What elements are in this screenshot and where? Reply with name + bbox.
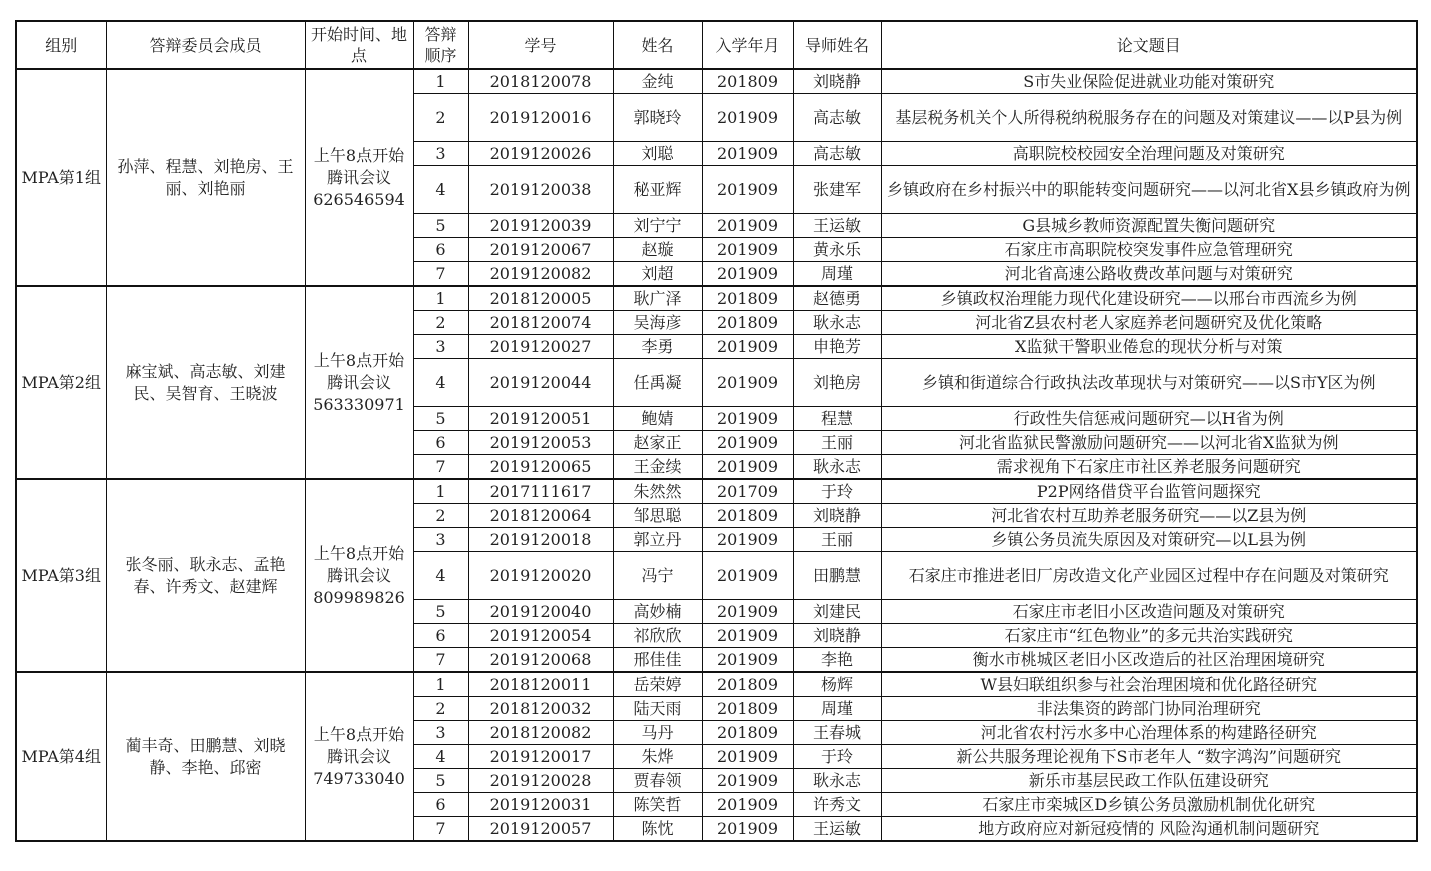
advisor-name: 于玲 (793, 479, 881, 504)
student-name: 马丹 (613, 721, 702, 745)
student-name: 高妙楠 (613, 600, 702, 624)
enroll-date: 201909 (702, 624, 793, 648)
thesis-title: 衡水市桃城区老旧小区改造后的社区治理困境研究 (881, 648, 1417, 673)
time-place: 上午8点开始 腾讯会议 563330971 (305, 286, 413, 479)
student-id: 2018120064 (468, 504, 613, 528)
header-time-place: 开始时间、地点 (305, 21, 413, 69)
enroll-date: 201709 (702, 479, 793, 504)
student-id: 2017111617 (468, 479, 613, 504)
student-name: 朱然然 (613, 479, 702, 504)
thesis-title: 河北省高速公路收费改革问题与对策研究 (881, 262, 1417, 287)
committee-members: 麻宝斌、高志敏、刘建民、吴智育、王晓波 (106, 286, 305, 479)
header-advisor: 导师姓名 (793, 21, 881, 69)
defense-order: 2 (413, 94, 468, 142)
enroll-date: 201909 (702, 745, 793, 769)
advisor-name: 黄永乐 (793, 238, 881, 262)
defense-order: 1 (413, 672, 468, 697)
thesis-title: S市失业保险促进就业功能对策研究 (881, 69, 1417, 94)
thesis-title: 石家庄市“红色物业”的多元共治实践研究 (881, 624, 1417, 648)
student-id: 2019120028 (468, 769, 613, 793)
enroll-date: 201809 (702, 286, 793, 311)
defense-order: 6 (413, 431, 468, 455)
thesis-title: 地方政府应对新冠疫情的 风险沟通机制问题研究 (881, 817, 1417, 842)
student-name: 贾春领 (613, 769, 702, 793)
defense-order: 5 (413, 600, 468, 624)
thesis-title: 河北省监狱民警激励问题研究——以河北省X监狱为例 (881, 431, 1417, 455)
thesis-title: 河北省Z县农村老人家庭养老问题研究及优化策略 (881, 311, 1417, 335)
advisor-name: 王春城 (793, 721, 881, 745)
enroll-date: 201909 (702, 335, 793, 359)
defense-order: 2 (413, 311, 468, 335)
student-id: 2019120051 (468, 407, 613, 431)
student-id: 2019120038 (468, 166, 613, 214)
committee-members: 孙萍、程慧、刘艳房、王丽、刘艳丽 (106, 69, 305, 286)
advisor-name: 程慧 (793, 407, 881, 431)
group-name: MPA第3组 (16, 479, 106, 672)
enroll-date: 201909 (702, 648, 793, 673)
advisor-name: 王丽 (793, 431, 881, 455)
enroll-date: 201909 (702, 431, 793, 455)
advisor-name: 田鹏慧 (793, 552, 881, 600)
student-name: 刘聪 (613, 142, 702, 166)
student-name: 鲍婧 (613, 407, 702, 431)
enroll-date: 201909 (702, 142, 793, 166)
header-student-id: 学号 (468, 21, 613, 69)
student-name: 刘超 (613, 262, 702, 287)
header-name: 姓名 (613, 21, 702, 69)
group-name: MPA第1组 (16, 69, 106, 286)
student-name: 金纯 (613, 69, 702, 94)
thesis-title: 石家庄市高职院校突发事件应急管理研究 (881, 238, 1417, 262)
thesis-title: P2P网络借贷平台监管问题探究 (881, 479, 1417, 504)
header-committee: 答辩委员会成员 (106, 21, 305, 69)
student-name: 郭立丹 (613, 528, 702, 552)
enroll-date: 201909 (702, 166, 793, 214)
advisor-name: 高志敏 (793, 94, 881, 142)
student-id: 2019120026 (468, 142, 613, 166)
enroll-date: 201909 (702, 455, 793, 480)
advisor-name: 刘艳房 (793, 359, 881, 407)
enroll-date: 201909 (702, 817, 793, 842)
defense-order: 2 (413, 504, 468, 528)
enroll-date: 201809 (702, 697, 793, 721)
student-id: 2019120040 (468, 600, 613, 624)
student-id: 2019120067 (468, 238, 613, 262)
advisor-name: 于玲 (793, 745, 881, 769)
enroll-date: 201909 (702, 528, 793, 552)
defense-order: 5 (413, 214, 468, 238)
advisor-name: 李艳 (793, 648, 881, 673)
advisor-name: 周瑾 (793, 697, 881, 721)
student-name: 岳荣婷 (613, 672, 702, 697)
enroll-date: 201809 (702, 721, 793, 745)
defense-order: 6 (413, 624, 468, 648)
defense-order: 4 (413, 745, 468, 769)
table-row (16, 672, 1417, 697)
advisor-name: 刘晓静 (793, 69, 881, 94)
defense-order: 7 (413, 648, 468, 673)
thesis-title: 乡镇政权治理能力现代化建设研究——以邢台市西流乡为例 (881, 286, 1417, 311)
defense-order: 1 (413, 69, 468, 94)
student-id: 2019120027 (468, 335, 613, 359)
student-name: 祁欣欣 (613, 624, 702, 648)
student-name: 陈笑哲 (613, 793, 702, 817)
thesis-title: 行政性失信惩戒问题研究—以H省为例 (881, 407, 1417, 431)
student-id: 2019120082 (468, 262, 613, 287)
thesis-title: G县城乡教师资源配置失衡问题研究 (881, 214, 1417, 238)
defense-order: 5 (413, 769, 468, 793)
advisor-name: 刘晓静 (793, 504, 881, 528)
defense-order: 3 (413, 721, 468, 745)
advisor-name: 刘晓静 (793, 624, 881, 648)
enroll-date: 201909 (702, 262, 793, 287)
thesis-title: 乡镇政府在乡村振兴中的职能转变问题研究——以河北省X县乡镇政府为例 (881, 166, 1417, 214)
enroll-date: 201909 (702, 793, 793, 817)
defense-order: 4 (413, 552, 468, 600)
student-name: 任禹凝 (613, 359, 702, 407)
defense-order: 6 (413, 793, 468, 817)
enroll-date: 201909 (702, 214, 793, 238)
thesis-title: 需求视角下石家庄市社区养老服务问题研究 (881, 455, 1417, 480)
defense-order: 4 (413, 166, 468, 214)
advisor-name: 刘建民 (793, 600, 881, 624)
defense-schedule-table (15, 20, 1418, 842)
student-name: 吴海彦 (613, 311, 702, 335)
committee-members: 张冬丽、耿永志、孟艳春、许秀文、赵建辉 (106, 479, 305, 672)
advisor-name: 高志敏 (793, 142, 881, 166)
student-name: 秘亚辉 (613, 166, 702, 214)
student-id: 2018120078 (468, 69, 613, 94)
student-id: 2019120018 (468, 528, 613, 552)
student-name: 郭晓玲 (613, 94, 702, 142)
student-id: 2018120032 (468, 697, 613, 721)
defense-order: 4 (413, 359, 468, 407)
student-name: 耿广泽 (613, 286, 702, 311)
student-id: 2019120054 (468, 624, 613, 648)
student-id: 2018120005 (468, 286, 613, 311)
defense-order: 2 (413, 697, 468, 721)
enroll-date: 201809 (702, 504, 793, 528)
thesis-title: 乡镇公务员流失原因及对策研究—以L县为例 (881, 528, 1417, 552)
advisor-name: 王运敏 (793, 214, 881, 238)
group-name: MPA第4组 (16, 672, 106, 841)
header-group: 组别 (16, 21, 106, 69)
enroll-date: 201909 (702, 94, 793, 142)
thesis-title: W县妇联组织参与社会治理困境和优化路径研究 (881, 672, 1417, 697)
advisor-name: 申艳芳 (793, 335, 881, 359)
student-id: 2019120020 (468, 552, 613, 600)
student-name: 冯宁 (613, 552, 702, 600)
thesis-title: 高职院校校园安全治理问题及对策研究 (881, 142, 1417, 166)
student-name: 邹思聪 (613, 504, 702, 528)
thesis-title: X监狱干警职业倦怠的现状分析与对策 (881, 335, 1417, 359)
thesis-title: 非法集资的跨部门协同治理研究 (881, 697, 1417, 721)
thesis-title: 石家庄市推进老旧厂房改造文化产业园区过程中存在问题及对策研究 (881, 552, 1417, 600)
advisor-name: 许秀文 (793, 793, 881, 817)
student-id: 2019120044 (468, 359, 613, 407)
defense-order: 7 (413, 817, 468, 842)
student-id: 2018120082 (468, 721, 613, 745)
group-name: MPA第2组 (16, 286, 106, 479)
defense-order: 3 (413, 528, 468, 552)
advisor-name: 耿永志 (793, 769, 881, 793)
advisor-name: 杨辉 (793, 672, 881, 697)
thesis-title: 石家庄市栾城区D乡镇公务员激励机制优化研究 (881, 793, 1417, 817)
student-id: 2018120011 (468, 672, 613, 697)
enroll-date: 201809 (702, 69, 793, 94)
advisor-name: 周瑾 (793, 262, 881, 287)
defense-order: 6 (413, 238, 468, 262)
student-name: 李勇 (613, 335, 702, 359)
student-name: 陈忱 (613, 817, 702, 842)
student-id: 2019120016 (468, 94, 613, 142)
enroll-date: 201909 (702, 552, 793, 600)
defense-order: 7 (413, 262, 468, 287)
enroll-date: 201909 (702, 238, 793, 262)
enroll-date: 201909 (702, 769, 793, 793)
table-row (16, 286, 1417, 311)
student-name: 赵璇 (613, 238, 702, 262)
advisor-name: 耿永志 (793, 455, 881, 480)
header-title: 论文题目 (881, 21, 1417, 69)
advisor-name: 王运敏 (793, 817, 881, 842)
student-id: 2019120057 (468, 817, 613, 842)
defense-order: 1 (413, 479, 468, 504)
student-id: 2019120031 (468, 793, 613, 817)
time-place: 上午8点开始 腾讯会议 749733040 (305, 672, 413, 841)
advisor-name: 赵德勇 (793, 286, 881, 311)
thesis-title: 石家庄市老旧小区改造问题及对策研究 (881, 600, 1417, 624)
thesis-title: 基层税务机关个人所得税纳税服务存在的问题及对策建议——以P县为例 (881, 94, 1417, 142)
time-place: 上午8点开始 腾讯会议 626546594 (305, 69, 413, 286)
defense-order: 5 (413, 407, 468, 431)
enroll-date: 201809 (702, 672, 793, 697)
student-id: 2018120074 (468, 311, 613, 335)
advisor-name: 王丽 (793, 528, 881, 552)
student-id: 2019120053 (468, 431, 613, 455)
student-name: 刘宁宁 (613, 214, 702, 238)
advisor-name: 张建军 (793, 166, 881, 214)
thesis-title: 新公共服务理论视角下S市老年人 “数字鸿沟”问题研究 (881, 745, 1417, 769)
student-name: 赵家正 (613, 431, 702, 455)
student-name: 陆天雨 (613, 697, 702, 721)
student-name: 朱烨 (613, 745, 702, 769)
enroll-date: 201909 (702, 407, 793, 431)
table-row (16, 479, 1417, 504)
thesis-title: 河北省农村互助养老服务研究——以Z县为例 (881, 504, 1417, 528)
thesis-title: 河北省农村污水多中心治理体系的构建路径研究 (881, 721, 1417, 745)
student-id: 2019120068 (468, 648, 613, 673)
enroll-date: 201909 (702, 359, 793, 407)
thesis-title: 乡镇和街道综合行政执法改革现状与对策研究——以S市Y区为例 (881, 359, 1417, 407)
defense-order: 3 (413, 142, 468, 166)
header-order: 答辩顺序 (413, 21, 468, 69)
defense-order: 3 (413, 335, 468, 359)
student-id: 2019120065 (468, 455, 613, 480)
table-row (16, 69, 1417, 94)
student-name: 王金续 (613, 455, 702, 480)
thesis-title: 新乐市基层民政工作队伍建设研究 (881, 769, 1417, 793)
time-place: 上午8点开始 腾讯会议 809989826 (305, 479, 413, 672)
student-id: 2019120017 (468, 745, 613, 769)
defense-order: 7 (413, 455, 468, 480)
advisor-name: 耿永志 (793, 311, 881, 335)
enroll-date: 201809 (702, 311, 793, 335)
student-name: 邢佳佳 (613, 648, 702, 673)
header-enroll: 入学年月 (702, 21, 793, 69)
defense-order: 1 (413, 286, 468, 311)
student-id: 2019120039 (468, 214, 613, 238)
enroll-date: 201909 (702, 600, 793, 624)
committee-members: 蔺丰奇、田鹏慧、刘晓静、李艳、邱密 (106, 672, 305, 841)
header-row (16, 21, 1417, 69)
